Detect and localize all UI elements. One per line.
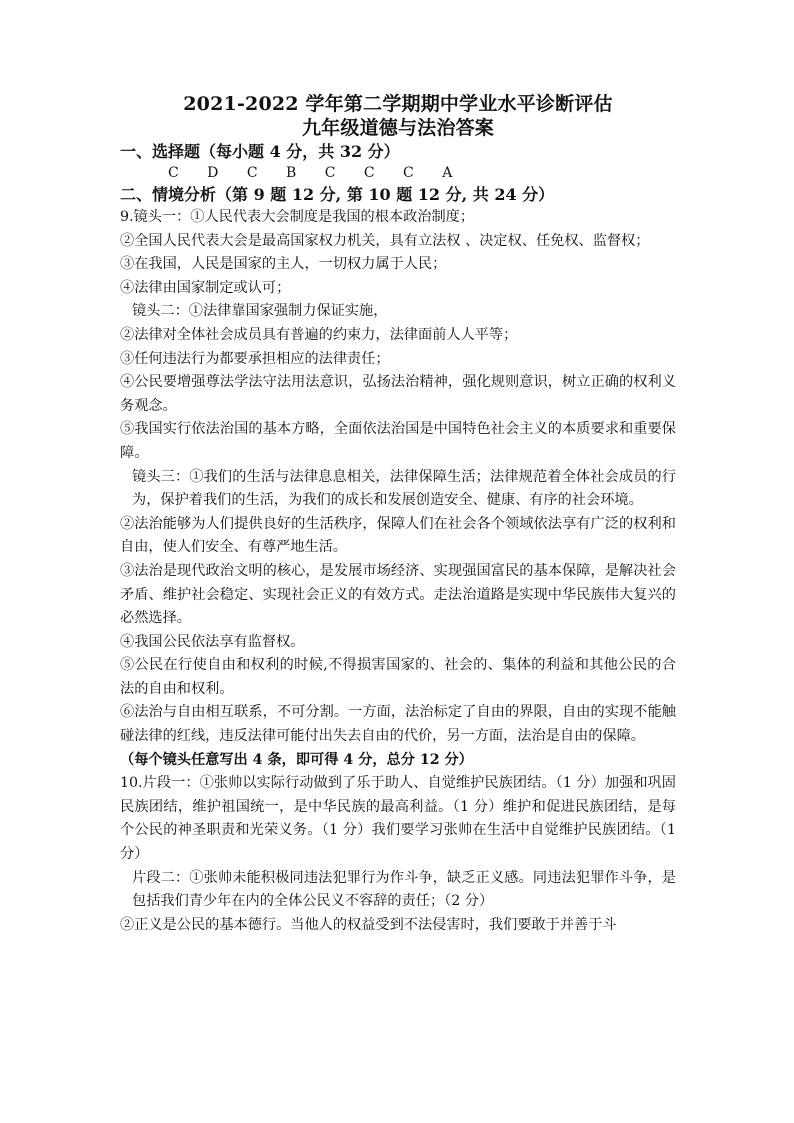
q9-lens1-line3: ③在我国，人民是国家的主人，一切权力属于人民；	[120, 256, 447, 273]
q10-segment2-line2: ②正义是公民的基本德行。当他人的权益受到不法侵害时，我们要敢于并善于斗	[120, 916, 617, 933]
q9-lens3-line2: ②法治能够为人们提供良好的生活秩序，保障人们在社会各个领域依法享有广泛的权利和自由，使人们安全、有尊严地生活。	[120, 515, 676, 556]
q9-scoring-note: （每个镜头任意写出 4 条，即可得 4 分，总分 12 分）	[120, 751, 473, 768]
document-title-line2: 九年级道德与法治答案	[301, 117, 494, 139]
choice-answers: C D C B C C C A	[168, 165, 456, 181]
section-heading-choice: 一、选择题（每小题 4 分，共 32 分）	[120, 142, 400, 161]
answer-document	[120, 92, 676, 937]
q9-lens1-line1: 9.镜头一：①人民代表大会制度是我国的根本政治制度；	[120, 209, 475, 225]
q9-lens2-line3: ③任何违法行为都要承担相应的法律责任；	[120, 350, 390, 367]
q9-lens1-line2: ②全国人民代表大会是最高国家权力机关，具有立法权 、决定权、任免权、监督权；	[120, 232, 650, 249]
section-heading-scenario: 二、情境分析（第 9 题 12 分, 第 10 题 12 分, 共 24 分）	[120, 185, 555, 204]
q9-lens2-line5: ⑤我国实行依法治国的基本方略，全面依法治国是中国特色社会主义的本质要求和重要保障。	[120, 421, 676, 461]
q9-lens3-line4: ④我国公民依法享有监督权。	[120, 633, 305, 650]
q9-lens3-line5: ⑤公民在行使自由和权利的时候,不得损害国家的、社会的、集体的利益和其他公民的合法的自由和权利。	[120, 657, 676, 697]
q9-lens2-line4: ④公民要增强尊法学法守法用法意识，弘扬法治精神，强化规则意识，树立正确的权利义务观念。	[120, 374, 676, 414]
q9-lens3-line1: 镜头三：①我们的生活与法律息息相关，法律保障生活；法律规范着全体社会成员的行为，保护着我们的生活，为我们的成长和发展创造安全、健康、有序的社会环境。	[132, 468, 676, 509]
q9-lens3-line3: ③法治是现代政治文明的核心，是发展市场经济、实现强国富民的基本保障，是解决社会矛盾、维护社会稳定、实现社会正义的有效方式。走法治道路是实现中华民族伟大复兴的必然选择。	[120, 562, 676, 627]
q10-segment2-line1: 片段二：①张帅未能积极同违法犯罪行为作斗争，缺乏正义感。同违法犯罪作斗争，是包括我们青少年在内的全体公民义不容辞的责任；（2 分）	[132, 869, 676, 910]
q9-lens2-line2: ②法律对全体社会成员具有普遍的约束力，法律面前人人平等；	[120, 326, 518, 343]
q9-lens2-line1: 镜头二：①法律靠国家强制力保证实施，	[132, 303, 388, 320]
q9-lens1-line4: ④法律由国家制定或认可；	[120, 279, 291, 296]
document-title-line1: 2021-2022 学年第二学期期中学业水平诊断评估	[183, 93, 613, 115]
q9-lens3-line6: ⑥法治与自由相互联系，不可分割。一方面，法治标定了自由的界限，自由的实现不能触碰法律的红线，违反法律可能付出失去自由的代价，另一方面，法治是自由的保障。	[120, 704, 676, 745]
q10-segment1: 10.片段一：①张帅以实际行动做到了乐于助人、自觉维护民族团结。（1 分）加强和巩固民族团结，维护祖国统一，是中华民族的最高利益。（1 分）维护和促进民族团结，是每个公民的神圣职责和光荣义务。（1 分）我们要学习张帅在生活中自觉维护民族团结。（1 分）	[120, 775, 676, 863]
